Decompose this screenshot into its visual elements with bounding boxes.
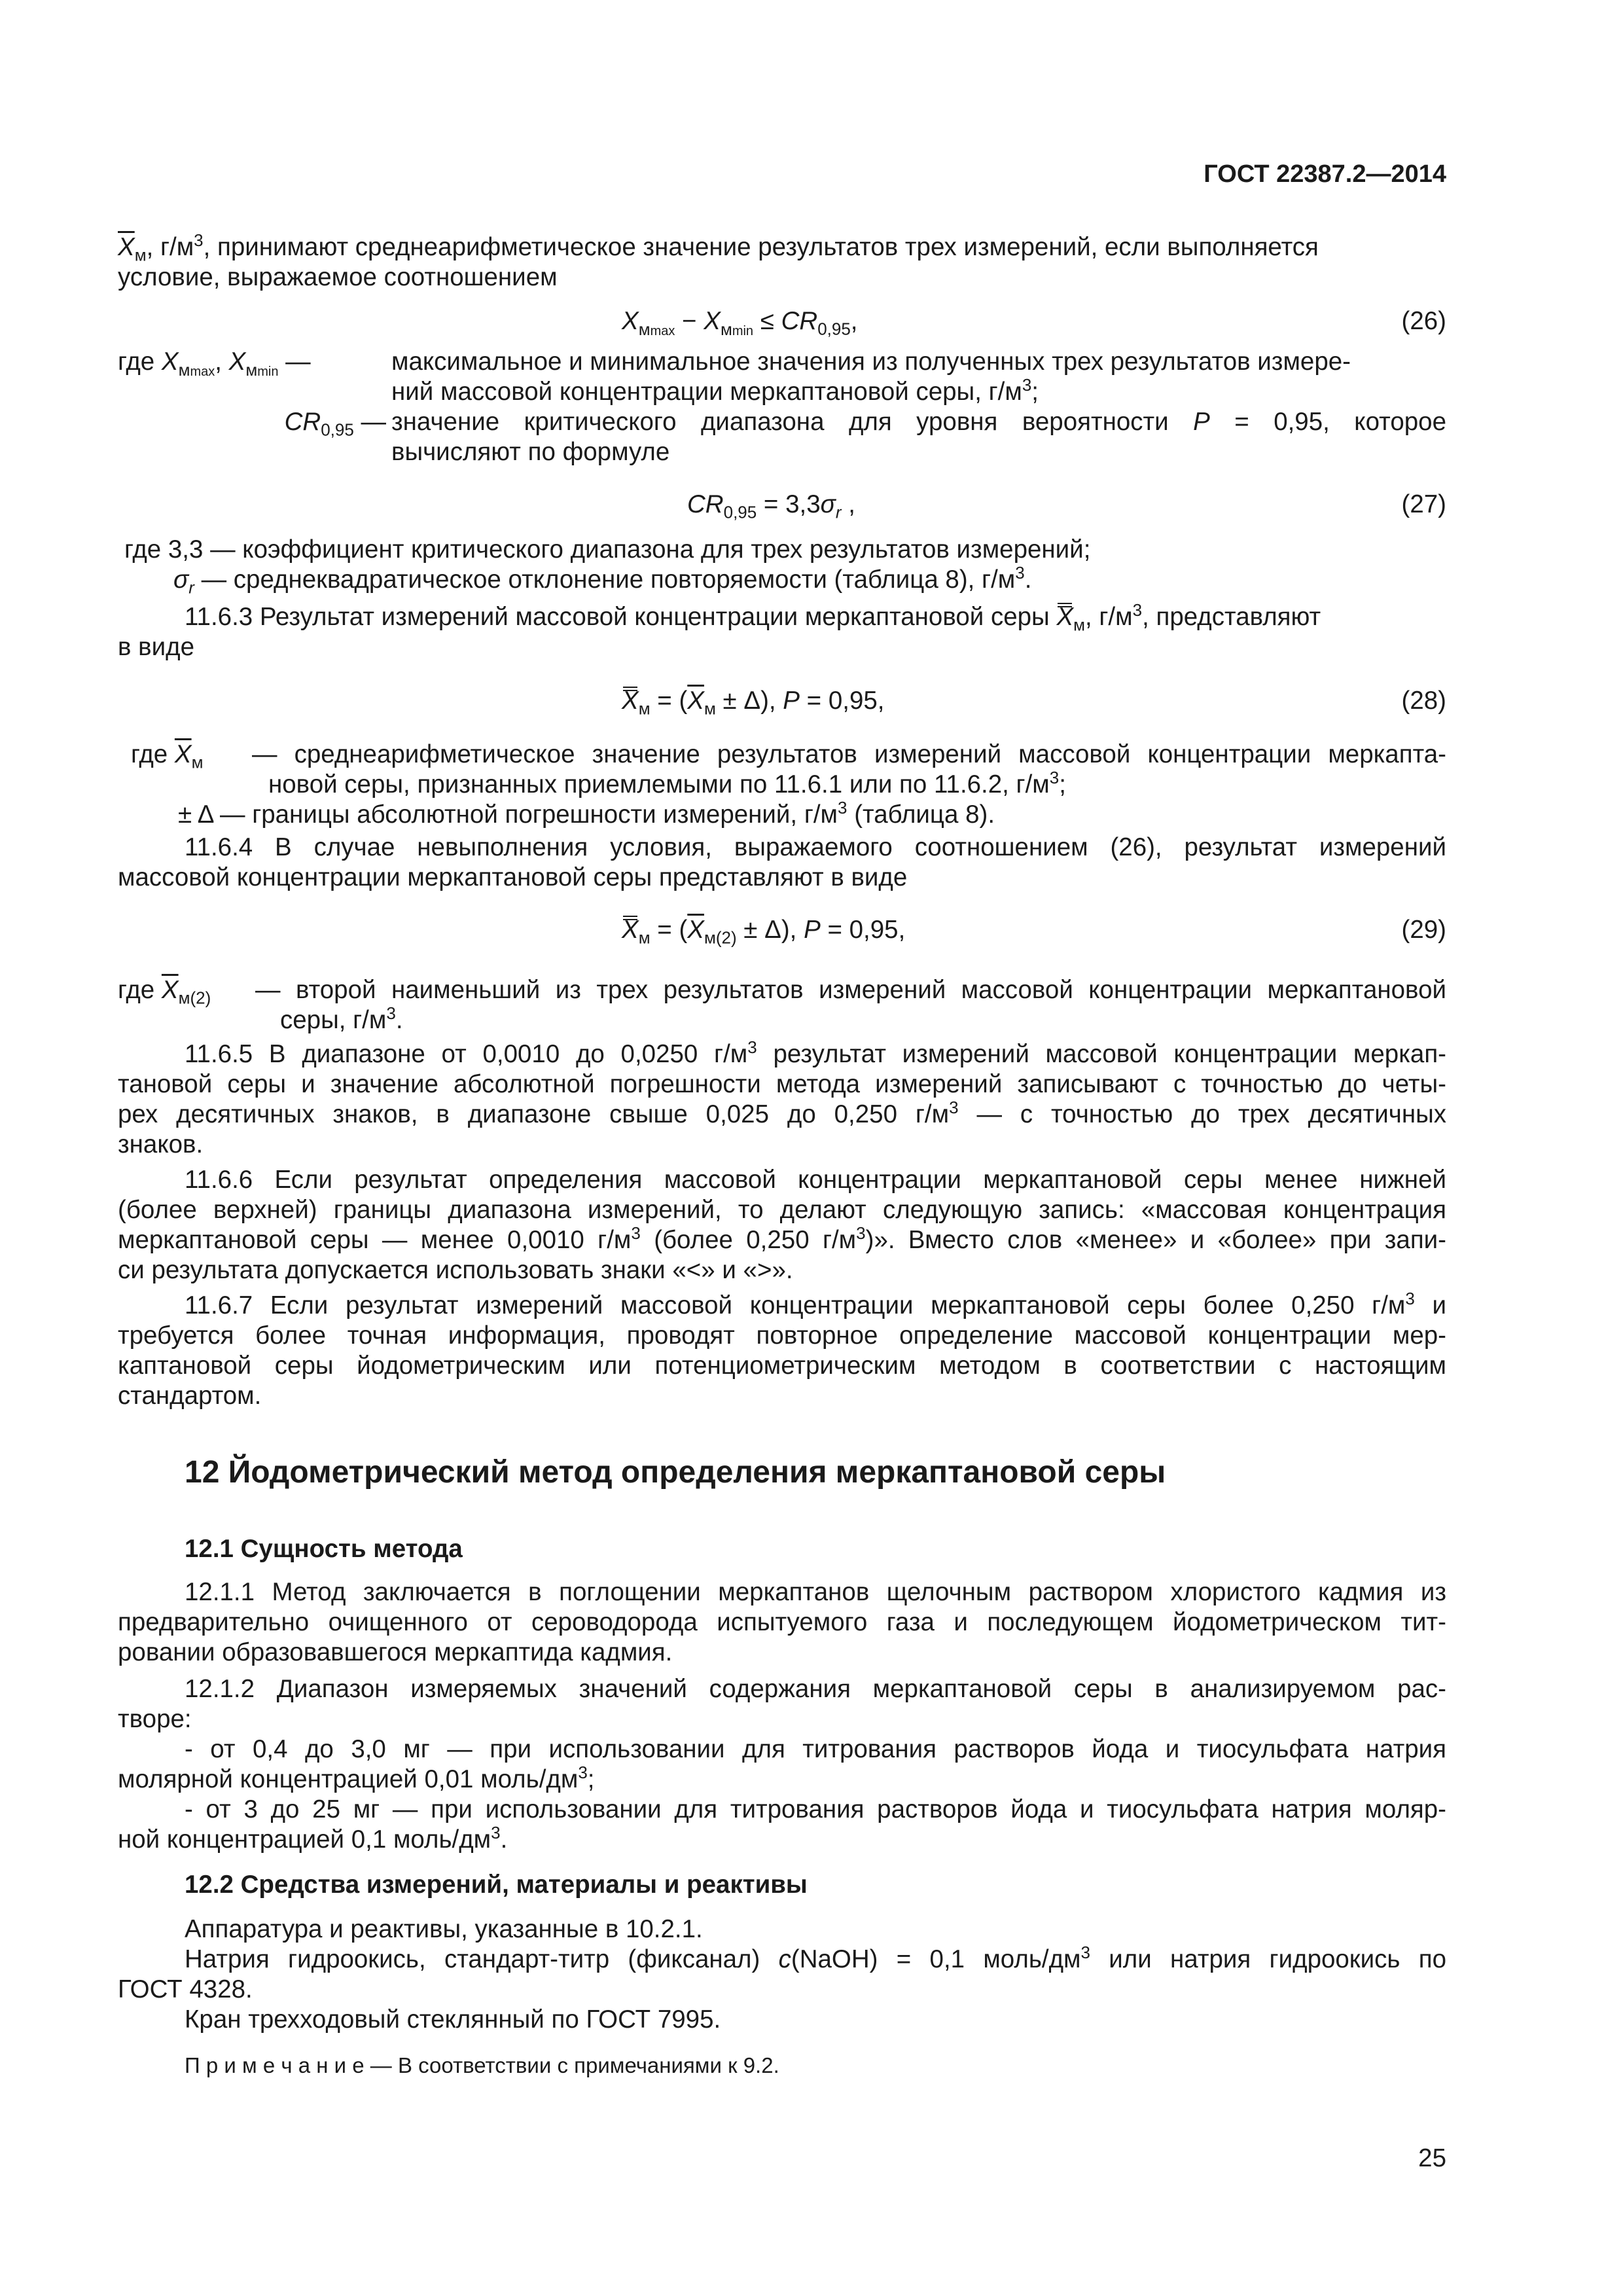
text: (таблица 8). bbox=[847, 800, 995, 829]
text-line: каптановой серы йодометрическим или потенциометрическим методом в соответствии с настоящим bbox=[118, 1352, 1446, 1380]
eq-sub: м bbox=[638, 319, 651, 339]
text-line: си результата допускается использовать знаки «<» и «>». bbox=[118, 1256, 793, 1284]
text: ± Δ — границы абсолютной погрешности измерений, г/м bbox=[178, 800, 838, 829]
text: ; bbox=[1059, 770, 1066, 798]
eq-symbol: X bbox=[704, 307, 721, 335]
where-definition bbox=[255, 975, 1446, 1035]
where-term bbox=[118, 407, 386, 440]
text-line: - от 0,4 до 3,0 мг — при использовании для титрования растворов йода и тиосульфата натрия bbox=[185, 1735, 1446, 1763]
text-line: 11.6.6 Если результат определения массовой концентрации меркаптановой серы менее нижней bbox=[185, 1166, 1446, 1194]
eq-sub: м bbox=[720, 319, 732, 339]
text: . bbox=[1024, 565, 1032, 594]
where-term bbox=[118, 975, 211, 1008]
text-line: — второй наименьший из трех результатов измерений массовой концентрации меркаптановой bbox=[255, 976, 1446, 1004]
text: )». Вместо слов «менее» и «более» при запи- bbox=[865, 1226, 1446, 1254]
text: Натрия гидроокись, стандарт-титр (фиксанал) bbox=[185, 1945, 779, 1973]
where-term bbox=[118, 347, 311, 380]
equation-number: (26) bbox=[1401, 307, 1446, 335]
text: 11.6.3 Результат измерений массовой концентрации меркаптановой серы bbox=[185, 603, 1057, 631]
superscript: 3 bbox=[1080, 1943, 1090, 1963]
equation-number: (29) bbox=[1401, 916, 1446, 944]
text: = ( bbox=[650, 916, 688, 944]
superscript: 3 bbox=[631, 1223, 641, 1244]
text-line: в виде bbox=[118, 633, 194, 661]
text: , bbox=[841, 490, 855, 518]
text-line: творе: bbox=[118, 1705, 192, 1733]
eq-symbol: X bbox=[622, 687, 639, 715]
superscript: 3 bbox=[578, 1763, 588, 1783]
symbol-x: $\overline{X}$ bbox=[118, 233, 135, 261]
superscript: 3 bbox=[856, 1223, 866, 1244]
eq-sub: м(2) bbox=[704, 927, 737, 948]
eq-symbol: X bbox=[228, 348, 246, 376]
text: 11.6.5 В диапазоне от 0,0010 до 0,0250 г/м bbox=[185, 1040, 748, 1068]
document-id: ГОСТ 22387.2—2014 bbox=[1204, 160, 1446, 188]
text: 11.6.7 Если результат измерений массовой концентрации меркаптановой серы более 0,250 г/м bbox=[185, 1291, 1406, 1319]
eq-symbol: c bbox=[778, 1945, 791, 1973]
eq-symbol: CR bbox=[284, 408, 321, 436]
superscript: 3 bbox=[1132, 600, 1143, 620]
eq-tail: , bbox=[850, 307, 858, 335]
where-term bbox=[131, 740, 203, 770]
where-block-28 bbox=[118, 740, 1446, 830]
eq-sub: м bbox=[245, 359, 258, 380]
paragraph-11-6-4 bbox=[118, 833, 1446, 893]
equation-27 bbox=[118, 490, 1446, 522]
equation-body bbox=[622, 915, 906, 948]
text-line: знаков. bbox=[118, 1130, 204, 1158]
equation-body bbox=[687, 490, 855, 520]
eq-sub: м bbox=[1073, 615, 1085, 635]
text: . bbox=[500, 1825, 508, 1854]
eq-sub: м bbox=[638, 698, 651, 719]
superscript: 3 bbox=[949, 1098, 959, 1118]
paragraph-11-6-6 bbox=[118, 1165, 1446, 1285]
text-line: предварительно очищенного от сероводорода испытуемого газа и последующем йодометрическом тит- bbox=[118, 1608, 1446, 1636]
superscript: 3 bbox=[838, 798, 847, 818]
text: и bbox=[1414, 1291, 1446, 1319]
text: рех десятичных знаков, в диапазоне свыше 0,025 до 0,250 г/м bbox=[118, 1100, 950, 1128]
equation-body bbox=[622, 686, 885, 719]
note-text: — В соответствии с примечаниями к 9.2. bbox=[364, 2053, 779, 2077]
text: = ( bbox=[650, 687, 688, 715]
text: ; bbox=[587, 1765, 595, 1793]
eq-symbol: X bbox=[622, 307, 639, 335]
eq-symbol: P bbox=[1193, 408, 1210, 436]
text: — с точностью до трех десятичных bbox=[958, 1100, 1446, 1128]
text-line: Аппаратура и реактивы, указанные в 10.2.1. bbox=[185, 1915, 703, 1943]
text: значение критического диапазона для уровня вероятности bbox=[391, 408, 1194, 436]
where-block-27 bbox=[124, 535, 1446, 598]
text-line: Кран трехходовый стеклянный по ГОСТ 7995. bbox=[185, 2005, 721, 2034]
note bbox=[185, 2053, 779, 2078]
note-label: П р и м е ч а н и е bbox=[185, 2053, 365, 2077]
eq-symbol: $\overline{X}$ bbox=[161, 976, 179, 1004]
eq-sub: м bbox=[704, 698, 716, 719]
text-line: ровании образовавшегося меркаптида кадмия. bbox=[118, 1638, 673, 1666]
text: результат измерений массовой концентрации меркап- bbox=[757, 1040, 1446, 1068]
text: — bbox=[278, 348, 311, 376]
eq-symbol: X bbox=[622, 916, 639, 944]
text: , bbox=[215, 348, 229, 376]
text: — среднеквадратическое отклонение повторяемости (таблица 8), г/м bbox=[194, 565, 1016, 594]
equation-number: (28) bbox=[1401, 687, 1446, 715]
section-12-heading: 12 Йодометрический метод определения меркаптановой серы bbox=[185, 1455, 1166, 1490]
paragraph-intro bbox=[118, 232, 1446, 293]
eq-symbol: CR bbox=[687, 490, 724, 518]
text-line: максимальное и минимальное значения из полученных трех результатов измере- bbox=[391, 348, 1351, 376]
text-line: - от 3 до 25 мг — при использовании для титрования растворов йода и тиосульфата натрия моляр- bbox=[185, 1795, 1446, 1823]
eq-sub: 0,95 bbox=[723, 502, 757, 522]
text: . bbox=[395, 1006, 403, 1034]
eq-sub: 0,95 bbox=[321, 420, 354, 440]
text: (более 0,250 г/м bbox=[640, 1226, 857, 1254]
text-line: 11.6.4 В случае невыполнения условия, выражаемого соотношением (26), результат измерений bbox=[185, 833, 1446, 861]
page-number: 25 bbox=[1418, 2144, 1446, 2172]
eq-operator: ≤ bbox=[753, 307, 781, 335]
eq-subsub: min bbox=[257, 364, 279, 379]
text: меркаптановой серы — менее 0,0010 г/м bbox=[118, 1226, 632, 1254]
where-definition bbox=[252, 740, 1446, 800]
superscript: 3 bbox=[1022, 375, 1032, 395]
eq-symbol: σ bbox=[173, 565, 189, 594]
text: = 0,95, bbox=[799, 687, 885, 715]
eq-symbol: X bbox=[1056, 603, 1074, 631]
eq-symbol: P bbox=[804, 916, 821, 944]
text-line: массовой концентрации меркаптановой серы представляют в виде bbox=[118, 863, 908, 891]
equation-body bbox=[622, 306, 858, 339]
text: = 0,95, bbox=[820, 916, 906, 944]
where-block-29 bbox=[118, 975, 1446, 1035]
where-block-26 bbox=[118, 347, 1446, 467]
superscript: 3 bbox=[1049, 768, 1060, 788]
text: ний массовой концентрации меркаптановой серы, г/м bbox=[391, 378, 1022, 406]
eq-symbol: $\overline{X}$ bbox=[687, 687, 704, 715]
text-line: требуется более точная информация, проводят повторное определение массовой концентрации мер- bbox=[118, 1321, 1446, 1350]
text: ± Δ), bbox=[715, 687, 783, 715]
text-line: 12.1.2 Диапазон измеряемых значений содержания меркаптановой серы в анализируемом рас- bbox=[185, 1675, 1446, 1703]
eq-symbol: $\overline{X}$ bbox=[174, 740, 192, 768]
equation-number: (27) bbox=[1401, 490, 1446, 518]
eq-sub: м bbox=[191, 752, 204, 772]
text-line: — среднеарифметическое значение результатов измерений массовой концентрации меркапта- bbox=[252, 740, 1446, 768]
eq-subsub: max bbox=[650, 323, 675, 338]
eq-symbol: CR bbox=[781, 307, 818, 335]
where-definition bbox=[391, 407, 1446, 467]
superscript: 3 bbox=[747, 1037, 757, 1058]
text-line: 12.1.1 Метод заключается в поглощении меркаптанов щелочным раствором хлористого кадмия из bbox=[185, 1578, 1446, 1606]
superscript: 3 bbox=[1405, 1289, 1415, 1309]
eq-sub: м(2) bbox=[178, 988, 211, 1008]
equation-28 bbox=[118, 686, 1446, 719]
eq-operator: − bbox=[675, 307, 704, 335]
paragraph-11-6-5 bbox=[118, 1039, 1446, 1160]
text: = 0,95, которое bbox=[1209, 408, 1446, 436]
text: ± Δ), bbox=[736, 916, 804, 944]
equation-26 bbox=[118, 306, 1446, 339]
paragraph-12-1-2 bbox=[118, 1674, 1446, 1855]
eq-symbol: $\overline{X}$ bbox=[687, 916, 704, 944]
text: , принимают среднеарифметическое значение результатов трех измерений, если выполняется bbox=[203, 233, 1319, 261]
text-line: вычисляют по формуле bbox=[391, 438, 670, 466]
eq-sub: r bbox=[188, 577, 194, 598]
text-line: стандартом. bbox=[118, 1382, 262, 1410]
text-line: ГОСТ 4328. bbox=[118, 1975, 253, 2003]
superscript: 3 bbox=[491, 1823, 501, 1843]
text: — bbox=[353, 408, 386, 436]
text-line: условие, выражаемое соотношением bbox=[118, 263, 558, 291]
text: = 3,3 bbox=[757, 490, 821, 518]
subscript: м bbox=[134, 245, 147, 265]
text: (NaOH) = 0,1 моль/дм bbox=[791, 1945, 1081, 1973]
text-line: (более верхней) границы диапазона измерений, то делают следующую запись: «массовая концентрация bbox=[118, 1196, 1446, 1224]
paragraph-11-6-3 bbox=[118, 602, 1446, 662]
text: серы, г/м bbox=[280, 1006, 387, 1034]
paragraph-12-1-1 bbox=[118, 1577, 1446, 1668]
text: , г/м bbox=[1085, 603, 1133, 631]
eq-sub: 0,95 bbox=[817, 319, 851, 339]
equation-29 bbox=[118, 915, 1446, 948]
eq-symbol: P bbox=[783, 687, 800, 715]
eq-subsub: min bbox=[732, 323, 754, 338]
section-12-2-heading: 12.2 Средства измерений, материалы и реактивы bbox=[185, 1871, 808, 1899]
eq-sub: м bbox=[178, 359, 190, 380]
text: новой серы, признанных приемлемыми по 11.6.1 или по 11.6.2, г/м bbox=[268, 770, 1050, 798]
paragraph-11-6-7 bbox=[118, 1291, 1446, 1411]
eq-sub: r bbox=[835, 502, 842, 522]
eq-sub: м bbox=[638, 927, 651, 948]
text: где bbox=[131, 740, 175, 768]
text: или натрия гидроокись по bbox=[1090, 1945, 1447, 1973]
unit: , г/м bbox=[146, 233, 194, 261]
text: ; bbox=[1031, 378, 1039, 406]
text: , представляют bbox=[1142, 603, 1321, 631]
text-line: где 3,3 — коэффициент критического диапазона для трех результатов измерений; bbox=[124, 535, 1091, 564]
text: где bbox=[118, 976, 162, 1004]
superscript: 3 bbox=[386, 1003, 396, 1024]
superscript: 3 bbox=[194, 230, 204, 251]
eq-symbol: X bbox=[161, 348, 179, 376]
text: где bbox=[118, 348, 162, 376]
paragraph-12-2 bbox=[118, 1914, 1446, 2035]
where-definition bbox=[391, 347, 1446, 407]
text: молярной концентрацией 0,01 моль/дм bbox=[118, 1765, 579, 1793]
section-12-1-heading: 12.1 Сущность метода bbox=[185, 1535, 463, 1563]
eq-symbol: σ bbox=[820, 490, 836, 518]
text: ной концентрацией 0,1 моль/дм bbox=[118, 1825, 491, 1854]
eq-subsub: max bbox=[190, 364, 215, 379]
superscript: 3 bbox=[1015, 563, 1025, 583]
text-line: тановой серы и значение абсолютной погрешности метода измерений записывают с точностью до четы- bbox=[118, 1070, 1446, 1098]
